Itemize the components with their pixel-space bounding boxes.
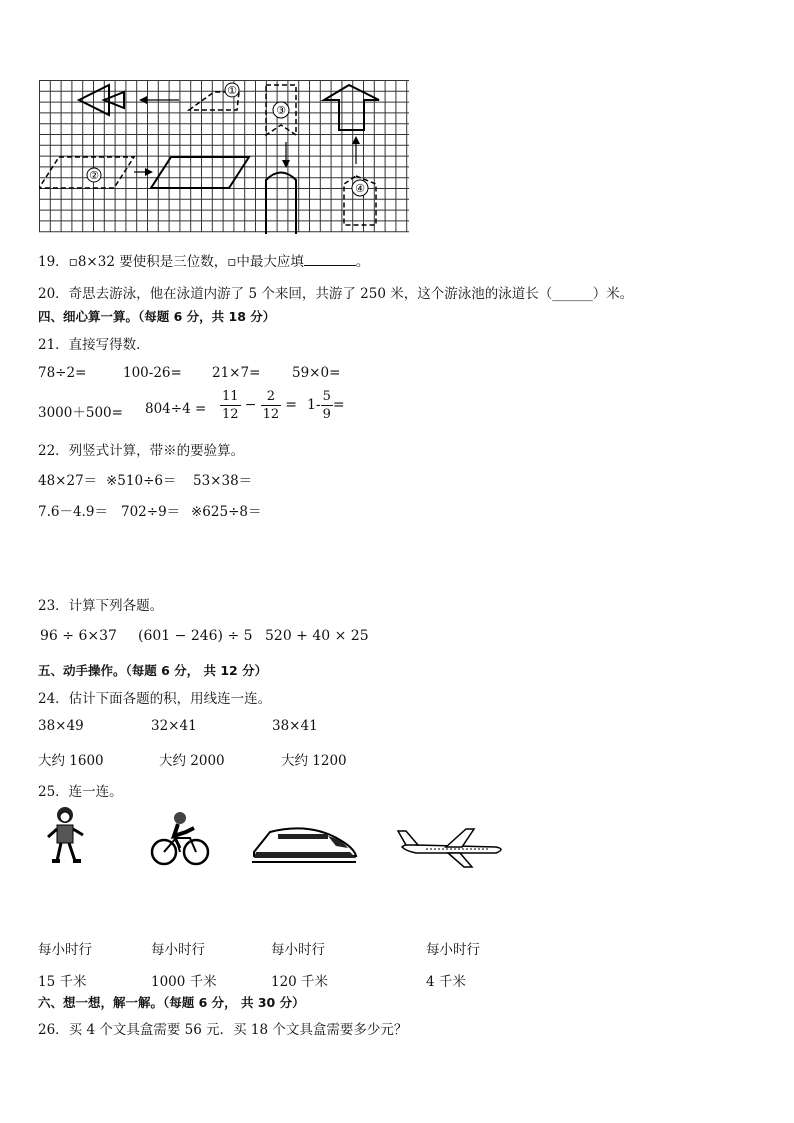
speed-label-3: 每小时行 (271, 942, 325, 958)
q23-expr-1: 96 ÷ 6×37 (40, 628, 117, 644)
q21-item-6: 804÷4 = (145, 401, 207, 417)
q22-item-3: 53×38＝ (193, 473, 253, 489)
frac-1-denominator: 12 (222, 407, 239, 422)
speed-value-2[interactable]: 1000 千米 (151, 974, 217, 990)
question-19-end: 。 (355, 254, 370, 270)
q24-estimate-2[interactable]: 大约 2000 (159, 753, 225, 769)
question-20-text: 20．奇思去游泳，他在泳道内游了 5 个来回，共游了 250 米，这个游泳池的泳道长（ (38, 286, 553, 302)
transformation-grid-figure (39, 80, 411, 234)
airplane-picture[interactable] (396, 827, 508, 869)
question-22-title: 22．列竖式计算，带※的要验算。 (38, 443, 245, 459)
speed-value-3[interactable]: 120 千米 (271, 974, 329, 990)
frac-lead: 1- (307, 397, 321, 413)
speed-label-2: 每小时行 (151, 942, 205, 958)
figure-label-4: ④ (355, 182, 365, 195)
question-23-title: 23．计算下列各题。 (38, 598, 164, 614)
q21-item-1: 78÷2= (38, 365, 87, 381)
frac-equals-2: = (332, 397, 345, 413)
q23-expr-3: 520 + 40 × 25 (265, 628, 369, 644)
dashed-shape-2 (39, 157, 134, 188)
q24-product-2[interactable]: 32×41 (151, 718, 197, 734)
q21-item-3: 21×7= (212, 365, 261, 381)
frac-3-denominator: 9 (322, 407, 331, 422)
section-5-title: 五、动手操作。（每题 6 分， 共 12 分） (38, 663, 268, 678)
q22-item-6: ※625÷8＝ (191, 504, 262, 520)
q21-item-2: 100-26= (123, 365, 182, 381)
arrow-shape-small (104, 92, 124, 108)
question-19-text: 19．▫8×32 要使积是三位数，▫中最大应填 (38, 254, 304, 270)
q21-item-4: 59×0= (292, 365, 341, 381)
q22-item-2: ※510÷6＝ (106, 473, 177, 489)
q22-item-5: 702÷9＝ (121, 504, 181, 520)
frac-1-numerator: 11 (222, 389, 239, 404)
q21-fraction-expr-2 (307, 388, 345, 423)
speed-value-4[interactable]: 4 千米 (426, 974, 466, 990)
q24-estimate-3[interactable]: 大约 1200 (281, 753, 347, 769)
q24-estimate-1[interactable]: 大约 1600 (38, 753, 104, 769)
q24-product-1[interactable]: 38×49 (38, 718, 84, 734)
question-20 (38, 282, 633, 302)
frac-operator: − (244, 397, 257, 413)
answer-blank-19[interactable] (304, 253, 356, 266)
frac-3-numerator: 5 (322, 389, 331, 404)
q21-item-5: 3000＋500= (38, 405, 123, 421)
figure-label-2: ② (89, 169, 99, 182)
speed-value-1[interactable]: 15 千米 (38, 974, 87, 990)
section-6-title: 六、想一想，解一解。（每题 6 分， 共 30 分） (38, 995, 305, 1010)
figure-label-3: ③ (276, 104, 286, 117)
frac-2-numerator: 2 (261, 388, 282, 406)
cyclist-picture[interactable] (150, 810, 210, 868)
q21-fraction-expr-1 (220, 388, 297, 423)
child-walking-picture[interactable] (45, 805, 87, 867)
high-speed-train-picture[interactable] (250, 822, 358, 868)
figure-label-1: ① (227, 84, 237, 97)
frac-2-denominator: 12 (262, 407, 280, 422)
question-20-end: ）米。 (592, 286, 634, 302)
speed-label-1: 每小时行 (38, 942, 92, 958)
frac-equals-1: = (285, 397, 297, 413)
question-26-text: 26．买 4 个文具盒需要 56 元．买 18 个文具盒需要多少元？ (38, 1022, 408, 1038)
question-25-title: 25．连一连。 (38, 784, 123, 800)
q24-product-3[interactable]: 38×41 (272, 718, 318, 734)
arch-shape (266, 173, 296, 235)
question-19 (38, 250, 369, 270)
speed-label-4: 每小时行 (426, 942, 480, 958)
question-24-title: 24．估计下面各题的积，用线连一连。 (38, 691, 272, 707)
answer-blank-20[interactable]: ______ (552, 286, 593, 302)
q22-item-1: 48×27＝ (38, 473, 98, 489)
q22-item-4: 7.6－4.9＝ (38, 504, 108, 520)
section-4-title: 四、细心算一算。（每题 6 分，共 18 分） (38, 309, 276, 324)
question-21-title: 21．直接写得数． (38, 337, 150, 353)
q23-expr-2: (601 − 246) ÷ 5 (138, 628, 253, 644)
